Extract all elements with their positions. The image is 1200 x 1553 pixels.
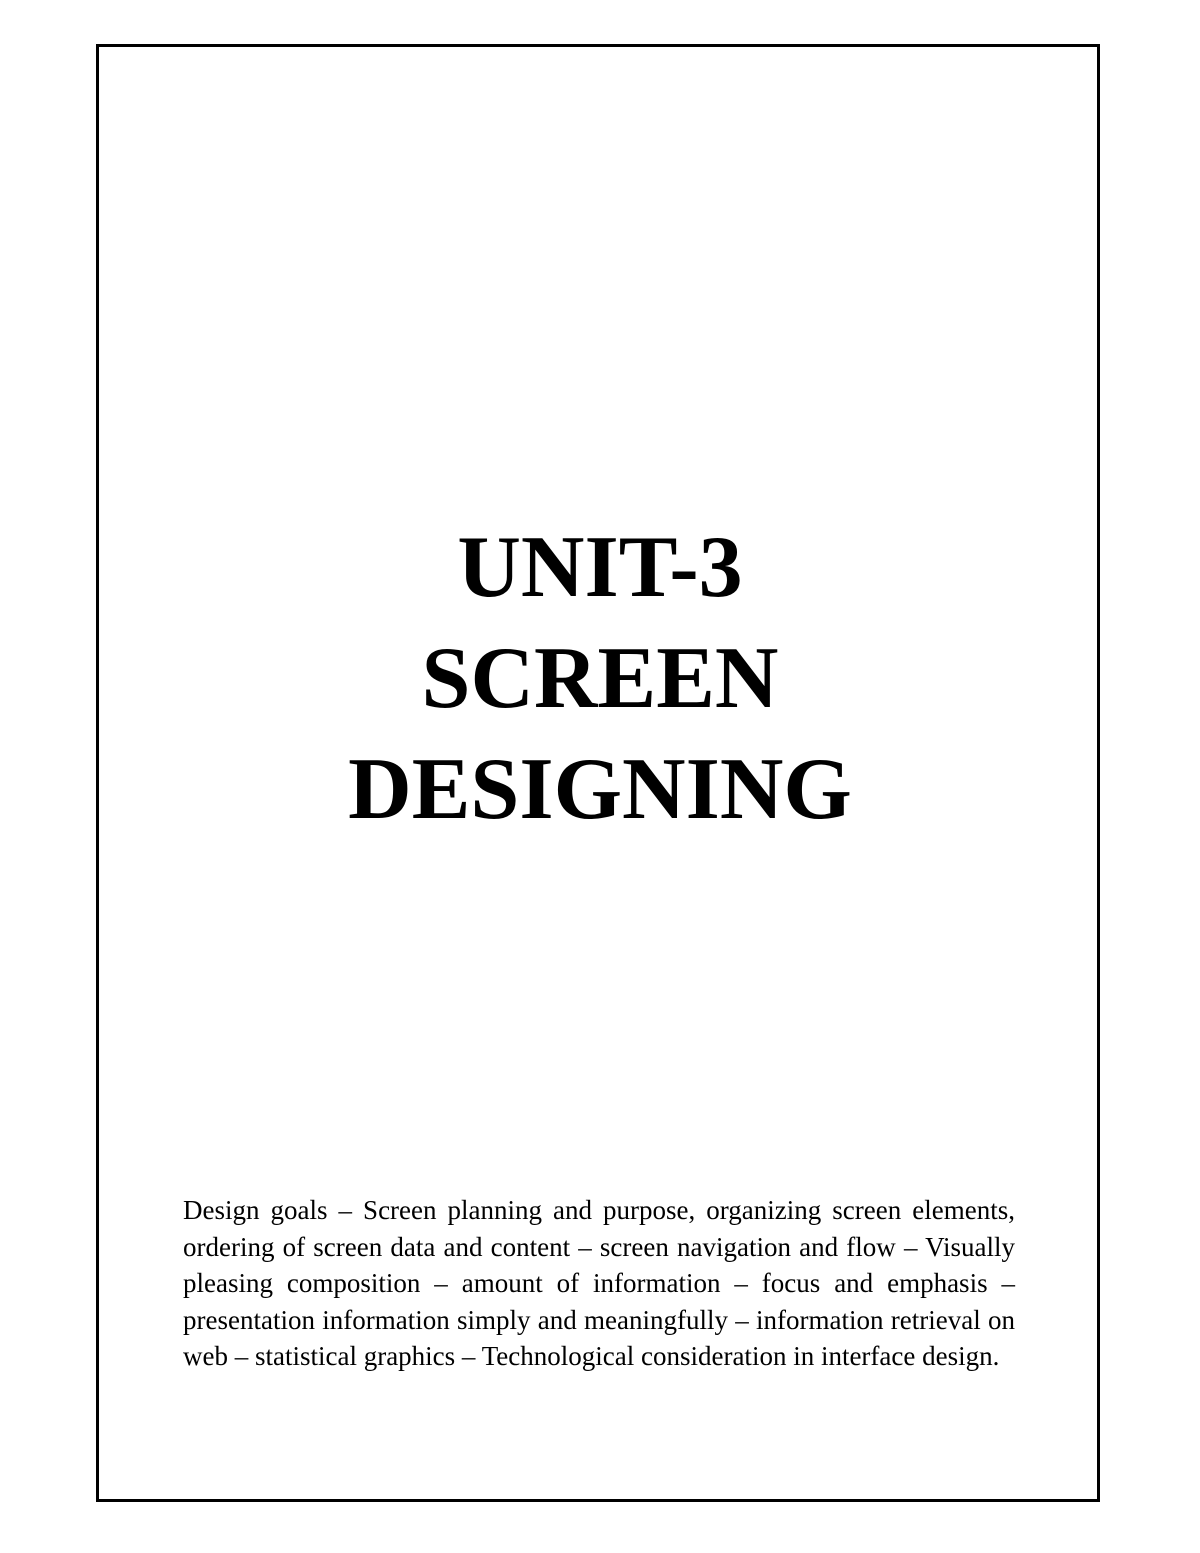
title-line-designing: DESIGNING	[348, 741, 852, 838]
title-line-screen: SCREEN	[421, 630, 779, 727]
unit-title	[0, 512, 1200, 845]
unit-summary-paragraph: Design goals – Screen planning and purpose, organizing screen elements, ordering of screen data and content – screen navigation and flow – Visually pleasing composition – amount of information – focus and emphasis – presentation information simply and meaningfully – information retrieval on web – statistical graphics – Technological consideration in interface design.	[183, 1195, 1015, 1372]
title-line-unit: UNIT-3	[457, 519, 743, 616]
